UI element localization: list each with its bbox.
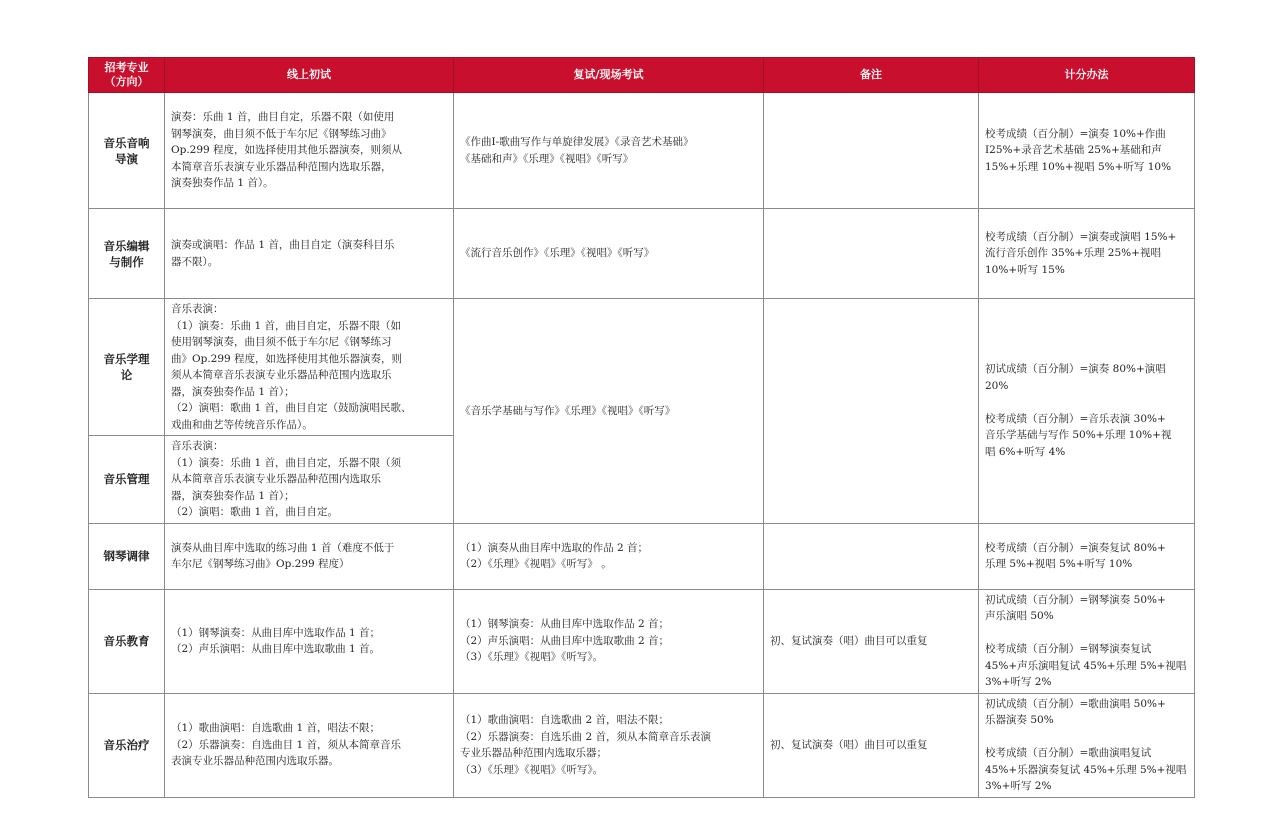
- online-exam-cell: 演奏或演唱：作品 1 首，曲目自定（演奏科目乐 器不限）。: [165, 209, 454, 299]
- scoring-cell: 校考成绩（百分制）=演奏复试 80%+ 乐理 5%+视唱 5%+听写 10%: [979, 523, 1195, 589]
- major-cell: 音乐教育: [89, 589, 165, 693]
- remark-cell: [764, 209, 979, 299]
- major-cell: 钢琴调律: [89, 523, 165, 589]
- scoring-cell: 初试成绩（百分制）=歌曲演唱 50%+ 乐器演奏 50% 校考成绩（百分制）=歌曲演唱复试 45%+乐器演奏复试 45%+乐理 5%+视唱 3%+听写 2%: [979, 693, 1195, 797]
- header-retest-label: 复试/现场考试: [573, 68, 644, 81]
- major-cell: 音乐音响 导演: [89, 93, 165, 209]
- header-online-exam: [165, 58, 454, 93]
- online-exam-cell: （1）钢琴演奏：从曲目库中选取作品 1 首； （2）声乐演唱：从曲目库中选取歌曲 1 首。: [165, 589, 454, 693]
- retest-cell: （1）歌曲演唱：自选歌曲 2 首，唱法不限； （2）乐器演奏：自选乐曲 2 首，须从本简章音乐表演 专业乐器品种范围内选取乐器； （3）《乐理》《视唱》《听写》。: [454, 693, 764, 797]
- retest-cell-merged: 《音乐学基础与写作》《乐理》《视唱》《听写》: [454, 299, 764, 524]
- major-cell: 音乐管理: [89, 436, 165, 524]
- table-body: [89, 93, 1195, 798]
- major-cell: 音乐学理 论: [89, 299, 165, 436]
- table-row: [89, 589, 1195, 693]
- header-scoring-label: 计分办法: [1064, 68, 1109, 81]
- retest-cell: （1）演奏从曲目库中选取的作品 2 首； （2）《乐理》《视唱》《听写》 。: [454, 523, 764, 589]
- retest-cell: 《作曲Ⅰ-歌曲写作与单旋律发展》《录音艺术基础》 《基础和声》《乐理》《视唱》《听写》: [454, 93, 764, 209]
- table-header: [89, 58, 1195, 93]
- table-row: [89, 299, 1195, 436]
- remark-cell-merged: [764, 299, 979, 524]
- table-row: [89, 523, 1195, 589]
- major-cell: 音乐治疗: [89, 693, 165, 797]
- online-exam-cell: 音乐表演： （1）演奏：乐曲 1 首，曲目自定，乐器不限（如 使用钢琴演奏，曲目须不低于车尔尼《钢琴练习 曲》Op.299 程度，如选择使用其他乐器演奏，则 须从本简章音乐表演专业乐器品种范围内选取乐 器，演奏独奏作品 1 首）； （2）演唱：歌曲 1 首，曲目自定（鼓励演唱民歌、 戏曲和曲艺等传统音乐作品）。: [165, 299, 454, 436]
- remark-cell: [764, 93, 979, 209]
- major-cell: 音乐编辑 与制作: [89, 209, 165, 299]
- scoring-cell: 校考成绩（百分制）=演奏 10%+作曲 Ⅰ25%+录音艺术基础 25%+基础和声 15%+乐理 10%+视唱 5%+听写 10%: [979, 93, 1195, 209]
- header-online-exam-label: 线上初试: [287, 68, 331, 81]
- online-exam-cell: 演奏从曲目库中选取的练习曲 1 首（难度不低于 车尔尼《钢琴练习曲》Op.299 程度）: [165, 523, 454, 589]
- header-remark-label: 备注: [860, 68, 882, 81]
- scoring-cell: 初试成绩（百分制）=钢琴演奏 50%+ 声乐演唱 50% 校考成绩（百分制）=钢琴演奏复试 45%+声乐演唱复试 45%+乐理 5%+视唱 3%+听写 2%: [979, 589, 1195, 693]
- header-scoring: [979, 58, 1195, 93]
- remark-cell: 初、复试演奏（唱）曲目可以重复: [764, 693, 979, 797]
- table-row: [89, 93, 1195, 209]
- retest-cell: （1）钢琴演奏：从曲目库中选取作品 2 首； （2）声乐演唱：从曲目库中选取歌曲 2 首； （3）《乐理》《视唱》《听写》。: [454, 589, 764, 693]
- table-row: [89, 209, 1195, 299]
- scoring-cell: 校考成绩（百分制）=演奏或演唱 15%+ 流行音乐创作 35%+乐理 25%+视唱 10%+听写 15%: [979, 209, 1195, 299]
- table-row: [89, 693, 1195, 797]
- header-remark: [764, 58, 979, 93]
- online-exam-cell: 音乐表演： （1）演奏：乐曲 1 首，曲目自定，乐器不限（须 从本简章音乐表演专业乐器品种范围内选取乐 器，演奏独奏作品 1 首）； （2）演唱：歌曲 1 首，曲目自定。: [165, 436, 454, 524]
- retest-cell: 《流行音乐创作》《乐理》《视唱》《听写》: [454, 209, 764, 299]
- header-major: [89, 58, 165, 93]
- header-retest: [454, 58, 764, 93]
- remark-cell: 初、复试演奏（唱）曲目可以重复: [764, 589, 979, 693]
- header-major-label: 招考专业 （方向）: [104, 61, 149, 88]
- admission-score-table: [88, 57, 1195, 798]
- online-exam-cell: 演奏：乐曲 1 首，曲目自定，乐器不限（如使用 钢琴演奏，曲目须不低于车尔尼《钢琴练习曲》 Op.299 程度，如选择使用其他乐器演奏，则须从 本简章音乐表演专业乐器品种范围内选取乐器， 演奏独奏作品 1 首）。: [165, 93, 454, 209]
- scoring-cell-merged: 初试成绩（百分制）=演奏 80%+演唱 20% 校考成绩（百分制）=音乐表演 30%+ 音乐学基础与写作 50%+乐理 10%+视 唱 6%+听写 4%: [979, 299, 1195, 524]
- online-exam-cell: （1）歌曲演唱：自选歌曲 1 首，唱法不限； （2）乐器演奏：自选曲目 1 首，须从本简章音乐 表演专业乐器品种范围内选取乐器。: [165, 693, 454, 797]
- remark-cell: [764, 523, 979, 589]
- header-row: [89, 58, 1195, 93]
